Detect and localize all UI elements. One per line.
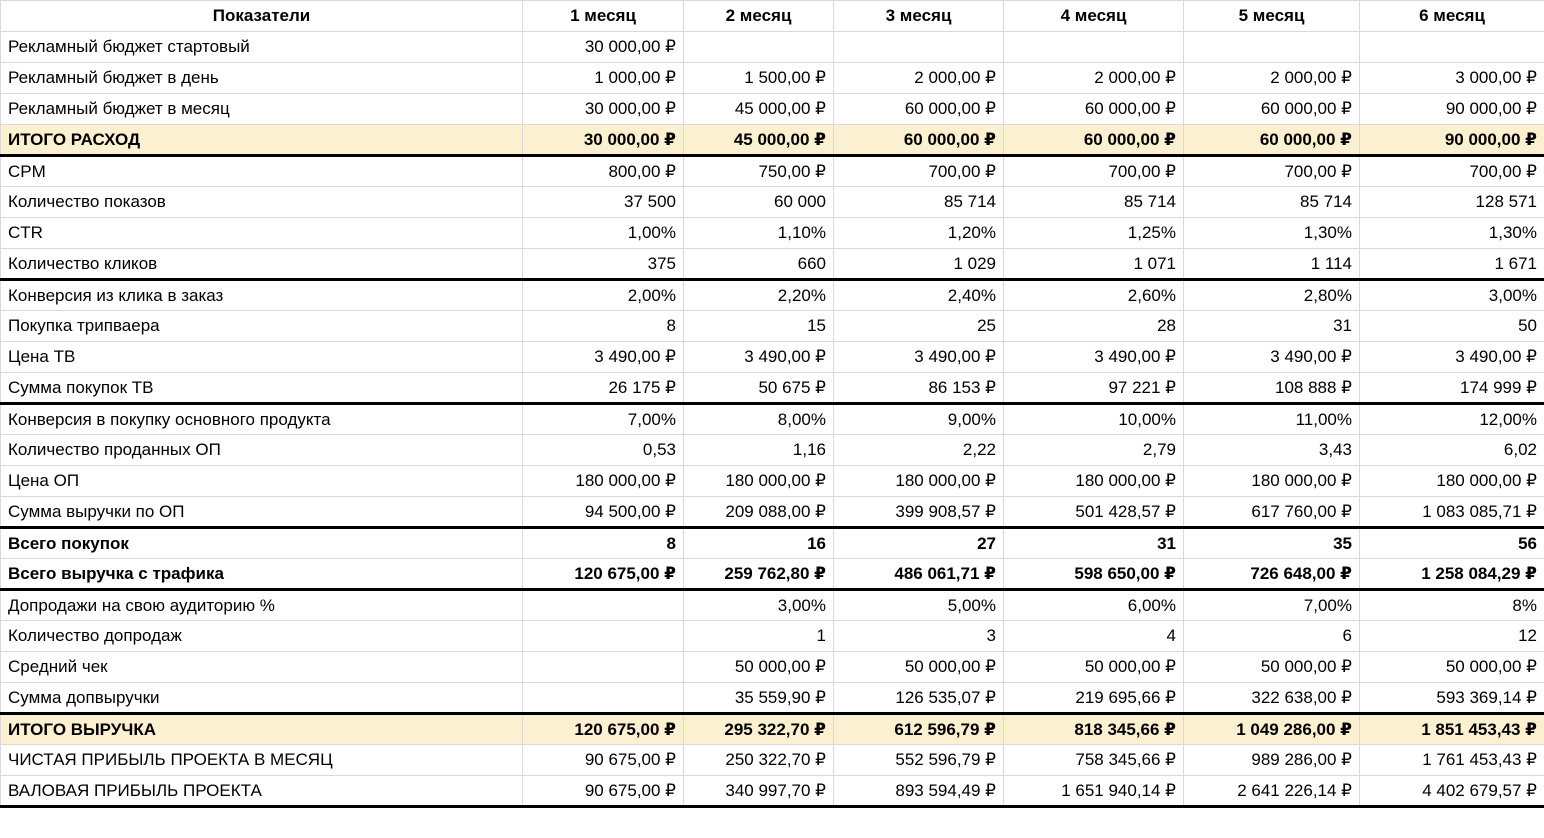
value-cell[interactable]: 60 000,00 ₽ bbox=[834, 125, 1004, 156]
value-cell[interactable]: 2 000,00 ₽ bbox=[1184, 63, 1360, 94]
table-row bbox=[1, 528, 1544, 559]
column-header[interactable]: 6 месяц bbox=[1360, 1, 1544, 32]
value-cell[interactable]: 15 bbox=[684, 311, 834, 342]
value-cell[interactable]: 26 175 ₽ bbox=[523, 373, 684, 404]
value-cell[interactable]: 486 061,71 ₽ bbox=[834, 559, 1004, 590]
row-label-cell[interactable]: Количество проданных ОП bbox=[1, 435, 523, 466]
value-cell[interactable]: 50 000,00 ₽ bbox=[1360, 652, 1544, 683]
value-cell[interactable]: 60 000,00 ₽ bbox=[1184, 94, 1360, 125]
value-cell[interactable]: 1 651 940,14 ₽ bbox=[1004, 776, 1184, 807]
value-cell[interactable]: 86 153 ₽ bbox=[834, 373, 1004, 404]
value-cell[interactable]: 2,20% bbox=[684, 280, 834, 311]
value-cell[interactable]: 27 bbox=[834, 528, 1004, 559]
value-cell[interactable]: 85 714 bbox=[1184, 187, 1360, 218]
column-header[interactable]: 1 месяц bbox=[523, 1, 684, 32]
value-cell[interactable]: 1 761 453,43 ₽ bbox=[1360, 745, 1544, 776]
value-cell[interactable]: 6 bbox=[1184, 621, 1360, 652]
row-label-cell[interactable]: Рекламный бюджет в день bbox=[1, 63, 523, 94]
value-cell[interactable]: 399 908,57 ₽ bbox=[834, 497, 1004, 528]
value-cell[interactable]: 3 490,00 ₽ bbox=[834, 342, 1004, 373]
row-label-cell[interactable]: ИТОГО ВЫРУЧКА bbox=[1, 714, 523, 745]
value-cell[interactable]: 90 000,00 ₽ bbox=[1360, 125, 1544, 156]
value-cell[interactable]: 5,00% bbox=[834, 590, 1004, 621]
value-cell[interactable]: 94 500,00 ₽ bbox=[523, 497, 684, 528]
value-cell[interactable]: 1,10% bbox=[684, 218, 834, 249]
value-cell[interactable]: 617 760,00 ₽ bbox=[1184, 497, 1360, 528]
value-cell[interactable]: 322 638,00 ₽ bbox=[1184, 683, 1360, 714]
value-cell[interactable] bbox=[1360, 32, 1544, 63]
value-cell[interactable]: 4 bbox=[1004, 621, 1184, 652]
value-cell[interactable]: 598 650,00 ₽ bbox=[1004, 559, 1184, 590]
row-label-cell[interactable]: Рекламный бюджет стартовый bbox=[1, 32, 523, 63]
value-cell[interactable]: 1 049 286,00 ₽ bbox=[1184, 714, 1360, 745]
value-cell[interactable]: 3 490,00 ₽ bbox=[1184, 342, 1360, 373]
row-label-cell[interactable]: Количество допродаж bbox=[1, 621, 523, 652]
value-cell[interactable]: 3 bbox=[834, 621, 1004, 652]
value-cell[interactable]: 45 000,00 ₽ bbox=[684, 94, 834, 125]
row-label-cell[interactable]: Покупка трипваера bbox=[1, 311, 523, 342]
table-row bbox=[1, 776, 1544, 807]
value-cell[interactable]: 3 490,00 ₽ bbox=[1360, 342, 1544, 373]
table-row bbox=[1, 466, 1544, 497]
value-cell[interactable]: 85 714 bbox=[1004, 187, 1184, 218]
value-cell[interactable]: 4 402 679,57 ₽ bbox=[1360, 776, 1544, 807]
value-cell[interactable]: 2,00% bbox=[523, 280, 684, 311]
table-row bbox=[1, 435, 1544, 466]
value-cell[interactable]: 90 000,00 ₽ bbox=[1360, 94, 1544, 125]
value-cell[interactable]: 6,02 bbox=[1360, 435, 1544, 466]
value-cell[interactable]: 126 535,07 ₽ bbox=[834, 683, 1004, 714]
value-cell[interactable]: 2,22 bbox=[834, 435, 1004, 466]
value-cell[interactable]: 2,79 bbox=[1004, 435, 1184, 466]
table-row bbox=[1, 652, 1544, 683]
table-row bbox=[1, 745, 1544, 776]
column-header[interactable]: 3 месяц bbox=[834, 1, 1004, 32]
value-cell[interactable]: 2 000,00 ₽ bbox=[1004, 63, 1184, 94]
value-cell[interactable]: 50 675 ₽ bbox=[684, 373, 834, 404]
row-label-cell[interactable]: Конверсия в покупку основного продукта bbox=[1, 404, 523, 435]
row-label-cell[interactable]: Сумма покупок ТВ bbox=[1, 373, 523, 404]
value-cell[interactable]: 1,16 bbox=[684, 435, 834, 466]
value-cell[interactable]: 50 000,00 ₽ bbox=[834, 652, 1004, 683]
value-cell[interactable]: 726 648,00 ₽ bbox=[1184, 559, 1360, 590]
table-row bbox=[1, 249, 1544, 280]
value-cell[interactable]: 501 428,57 ₽ bbox=[1004, 497, 1184, 528]
value-cell[interactable]: 3,43 bbox=[1184, 435, 1360, 466]
value-cell[interactable]: 1,30% bbox=[1184, 218, 1360, 249]
table-row bbox=[1, 497, 1544, 528]
value-cell[interactable]: 1 851 453,43 ₽ bbox=[1360, 714, 1544, 745]
value-cell[interactable]: 0,53 bbox=[523, 435, 684, 466]
value-cell[interactable]: 180 000,00 ₽ bbox=[1184, 466, 1360, 497]
row-label-cell[interactable]: Количество показов bbox=[1, 187, 523, 218]
value-cell[interactable]: 893 594,49 ₽ bbox=[834, 776, 1004, 807]
value-cell[interactable]: 31 bbox=[1004, 528, 1184, 559]
value-cell[interactable]: 1 083 085,71 ₽ bbox=[1360, 497, 1544, 528]
value-cell[interactable]: 3,00% bbox=[1360, 280, 1544, 311]
value-cell[interactable]: 3 490,00 ₽ bbox=[1004, 342, 1184, 373]
value-cell[interactable]: 174 999 ₽ bbox=[1360, 373, 1544, 404]
value-cell[interactable]: 1 000,00 ₽ bbox=[523, 63, 684, 94]
value-cell[interactable]: 250 322,70 ₽ bbox=[684, 745, 834, 776]
value-cell[interactable]: 10,00% bbox=[1004, 404, 1184, 435]
value-cell[interactable]: 700,00 ₽ bbox=[1360, 156, 1544, 187]
value-cell[interactable] bbox=[684, 32, 834, 63]
row-label-cell[interactable]: Количество кликов bbox=[1, 249, 523, 280]
table-row bbox=[1, 404, 1544, 435]
table-row bbox=[1, 218, 1544, 249]
table-row bbox=[1, 187, 1544, 218]
row-label-cell[interactable]: ЧИСТАЯ ПРИБЫЛЬ ПРОЕКТА В МЕСЯЦ bbox=[1, 745, 523, 776]
value-cell[interactable]: 30 000,00 ₽ bbox=[523, 32, 684, 63]
value-cell[interactable]: 552 596,79 ₽ bbox=[834, 745, 1004, 776]
value-cell[interactable]: 8 bbox=[523, 528, 684, 559]
table-row bbox=[1, 621, 1544, 652]
value-cell[interactable]: 2 000,00 ₽ bbox=[834, 63, 1004, 94]
value-cell[interactable]: 180 000,00 ₽ bbox=[684, 466, 834, 497]
value-cell[interactable]: 108 888 ₽ bbox=[1184, 373, 1360, 404]
row-label-cell[interactable]: Средний чек bbox=[1, 652, 523, 683]
value-cell[interactable] bbox=[1004, 32, 1184, 63]
value-cell[interactable]: 1 258 084,29 ₽ bbox=[1360, 559, 1544, 590]
value-cell[interactable]: 30 000,00 ₽ bbox=[523, 94, 684, 125]
value-cell[interactable]: 12 bbox=[1360, 621, 1544, 652]
value-cell[interactable]: 128 571 bbox=[1360, 187, 1544, 218]
value-cell[interactable]: 800,00 ₽ bbox=[523, 156, 684, 187]
value-cell[interactable]: 340 997,70 ₽ bbox=[684, 776, 834, 807]
table-row bbox=[1, 373, 1544, 404]
table-row bbox=[1, 280, 1544, 311]
value-cell[interactable]: 180 000,00 ₽ bbox=[1360, 466, 1544, 497]
value-cell[interactable]: 30 000,00 ₽ bbox=[523, 125, 684, 156]
value-cell[interactable] bbox=[1184, 32, 1360, 63]
value-cell[interactable]: 60 000,00 ₽ bbox=[1004, 94, 1184, 125]
value-cell[interactable]: 3 490,00 ₽ bbox=[523, 342, 684, 373]
value-cell[interactable]: 989 286,00 ₽ bbox=[1184, 745, 1360, 776]
row-label-cell[interactable]: Всего выручка с трафика bbox=[1, 559, 523, 590]
table-row bbox=[1, 125, 1544, 156]
value-cell[interactable]: 1,30% bbox=[1360, 218, 1544, 249]
value-cell[interactable]: 3,00% bbox=[684, 590, 834, 621]
value-cell[interactable]: 28 bbox=[1004, 311, 1184, 342]
row-label-cell[interactable]: Допродажи на свою аудиторию % bbox=[1, 590, 523, 621]
column-header[interactable]: 4 месяц bbox=[1004, 1, 1184, 32]
table-row bbox=[1, 311, 1544, 342]
value-cell[interactable]: 1 071 bbox=[1004, 249, 1184, 280]
column-header[interactable]: Показатели bbox=[1, 1, 523, 32]
value-cell[interactable]: 219 695,66 ₽ bbox=[1004, 683, 1184, 714]
value-cell[interactable]: 8,00% bbox=[684, 404, 834, 435]
table-row bbox=[1, 63, 1544, 94]
value-cell[interactable]: 120 675,00 ₽ bbox=[523, 559, 684, 590]
value-cell[interactable]: 1 bbox=[684, 621, 834, 652]
value-cell[interactable]: 180 000,00 ₽ bbox=[834, 466, 1004, 497]
value-cell[interactable]: 3 490,00 ₽ bbox=[684, 342, 834, 373]
row-label-cell[interactable]: Сумма выручки по ОП bbox=[1, 497, 523, 528]
value-cell[interactable]: 6,00% bbox=[1004, 590, 1184, 621]
value-cell[interactable]: 750,00 ₽ bbox=[684, 156, 834, 187]
value-cell[interactable]: 90 675,00 ₽ bbox=[523, 776, 684, 807]
value-cell[interactable]: 56 bbox=[1360, 528, 1544, 559]
row-label-cell[interactable]: Всего покупок bbox=[1, 528, 523, 559]
value-cell[interactable]: 8% bbox=[1360, 590, 1544, 621]
table-row bbox=[1, 683, 1544, 714]
value-cell[interactable]: 700,00 ₽ bbox=[834, 156, 1004, 187]
value-cell[interactable]: 1 114 bbox=[1184, 249, 1360, 280]
value-cell[interactable] bbox=[523, 683, 684, 714]
value-cell[interactable]: 37 500 bbox=[523, 187, 684, 218]
row-label-cell[interactable]: ВАЛОВАЯ ПРИБЫЛЬ ПРОЕКТА bbox=[1, 776, 523, 807]
value-cell[interactable]: 209 088,00 ₽ bbox=[684, 497, 834, 528]
value-cell[interactable] bbox=[523, 652, 684, 683]
table-body bbox=[1, 32, 1544, 807]
value-cell[interactable]: 25 bbox=[834, 311, 1004, 342]
value-cell[interactable]: 259 762,80 ₽ bbox=[684, 559, 834, 590]
value-cell[interactable]: 660 bbox=[684, 249, 834, 280]
value-cell[interactable]: 60 000 bbox=[684, 187, 834, 218]
value-cell[interactable]: 35 559,90 ₽ bbox=[684, 683, 834, 714]
value-cell[interactable]: 31 bbox=[1184, 311, 1360, 342]
value-cell[interactable] bbox=[523, 590, 684, 621]
value-cell[interactable]: 612 596,79 ₽ bbox=[834, 714, 1004, 745]
table-row bbox=[1, 156, 1544, 187]
value-cell[interactable]: 1,20% bbox=[834, 218, 1004, 249]
value-cell[interactable]: 50 000,00 ₽ bbox=[684, 652, 834, 683]
value-cell[interactable]: 1,25% bbox=[1004, 218, 1184, 249]
value-cell[interactable]: 12,00% bbox=[1360, 404, 1544, 435]
value-cell[interactable]: 375 bbox=[523, 249, 684, 280]
value-cell[interactable]: 1 029 bbox=[834, 249, 1004, 280]
value-cell[interactable]: 16 bbox=[684, 528, 834, 559]
value-cell[interactable]: 818 345,66 ₽ bbox=[1004, 714, 1184, 745]
value-cell[interactable]: 1 671 bbox=[1360, 249, 1544, 280]
value-cell[interactable]: 45 000,00 ₽ bbox=[684, 125, 834, 156]
table-row bbox=[1, 94, 1544, 125]
row-label-cell[interactable]: Сумма допвыручки bbox=[1, 683, 523, 714]
value-cell[interactable]: 50 bbox=[1360, 311, 1544, 342]
value-cell[interactable]: 3 000,00 ₽ bbox=[1360, 63, 1544, 94]
value-cell[interactable]: 9,00% bbox=[834, 404, 1004, 435]
value-cell[interactable]: 700,00 ₽ bbox=[1184, 156, 1360, 187]
value-cell[interactable]: 35 bbox=[1184, 528, 1360, 559]
value-cell[interactable]: 60 000,00 ₽ bbox=[1184, 125, 1360, 156]
row-label-cell[interactable]: CTR bbox=[1, 218, 523, 249]
value-cell[interactable]: 7,00% bbox=[523, 404, 684, 435]
value-cell[interactable]: 2 641 226,14 ₽ bbox=[1184, 776, 1360, 807]
value-cell[interactable]: 1,00% bbox=[523, 218, 684, 249]
value-cell[interactable] bbox=[523, 621, 684, 652]
value-cell[interactable]: 120 675,00 ₽ bbox=[523, 714, 684, 745]
value-cell[interactable]: 180 000,00 ₽ bbox=[523, 466, 684, 497]
table-row bbox=[1, 342, 1544, 373]
table-row bbox=[1, 32, 1544, 63]
value-cell[interactable]: 11,00% bbox=[1184, 404, 1360, 435]
table-row bbox=[1, 590, 1544, 621]
value-cell[interactable]: 60 000,00 ₽ bbox=[1004, 125, 1184, 156]
value-cell[interactable]: 180 000,00 ₽ bbox=[1004, 466, 1184, 497]
value-cell[interactable]: 50 000,00 ₽ bbox=[1184, 652, 1360, 683]
row-label-cell[interactable]: Конверсия из клика в заказ bbox=[1, 280, 523, 311]
header-row bbox=[1, 1, 1544, 32]
value-cell[interactable]: 2,60% bbox=[1004, 280, 1184, 311]
value-cell[interactable]: 2,80% bbox=[1184, 280, 1360, 311]
value-cell[interactable]: 593 369,14 ₽ bbox=[1360, 683, 1544, 714]
table-row bbox=[1, 714, 1544, 745]
value-cell[interactable]: 295 322,70 ₽ bbox=[684, 714, 834, 745]
row-label-cell[interactable]: Рекламный бюджет в месяц bbox=[1, 94, 523, 125]
column-header[interactable]: 2 месяц bbox=[684, 1, 834, 32]
value-cell[interactable]: 758 345,66 ₽ bbox=[1004, 745, 1184, 776]
value-cell[interactable]: 1 500,00 ₽ bbox=[684, 63, 834, 94]
table-row bbox=[1, 559, 1544, 590]
value-cell[interactable]: 90 675,00 ₽ bbox=[523, 745, 684, 776]
value-cell[interactable]: 85 714 bbox=[834, 187, 1004, 218]
value-cell[interactable]: 2,40% bbox=[834, 280, 1004, 311]
column-header[interactable]: 5 месяц bbox=[1184, 1, 1360, 32]
row-label-cell[interactable]: Цена ТВ bbox=[1, 342, 523, 373]
row-label-cell[interactable]: CPM bbox=[1, 156, 523, 187]
value-cell[interactable]: 7,00% bbox=[1184, 590, 1360, 621]
value-cell[interactable]: 8 bbox=[523, 311, 684, 342]
value-cell[interactable]: 700,00 ₽ bbox=[1004, 156, 1184, 187]
value-cell[interactable]: 97 221 ₽ bbox=[1004, 373, 1184, 404]
row-label-cell[interactable]: ИТОГО РАСХОД bbox=[1, 125, 523, 156]
value-cell[interactable] bbox=[834, 32, 1004, 63]
value-cell[interactable]: 60 000,00 ₽ bbox=[834, 94, 1004, 125]
row-label-cell[interactable]: Цена ОП bbox=[1, 466, 523, 497]
value-cell[interactable]: 50 000,00 ₽ bbox=[1004, 652, 1184, 683]
